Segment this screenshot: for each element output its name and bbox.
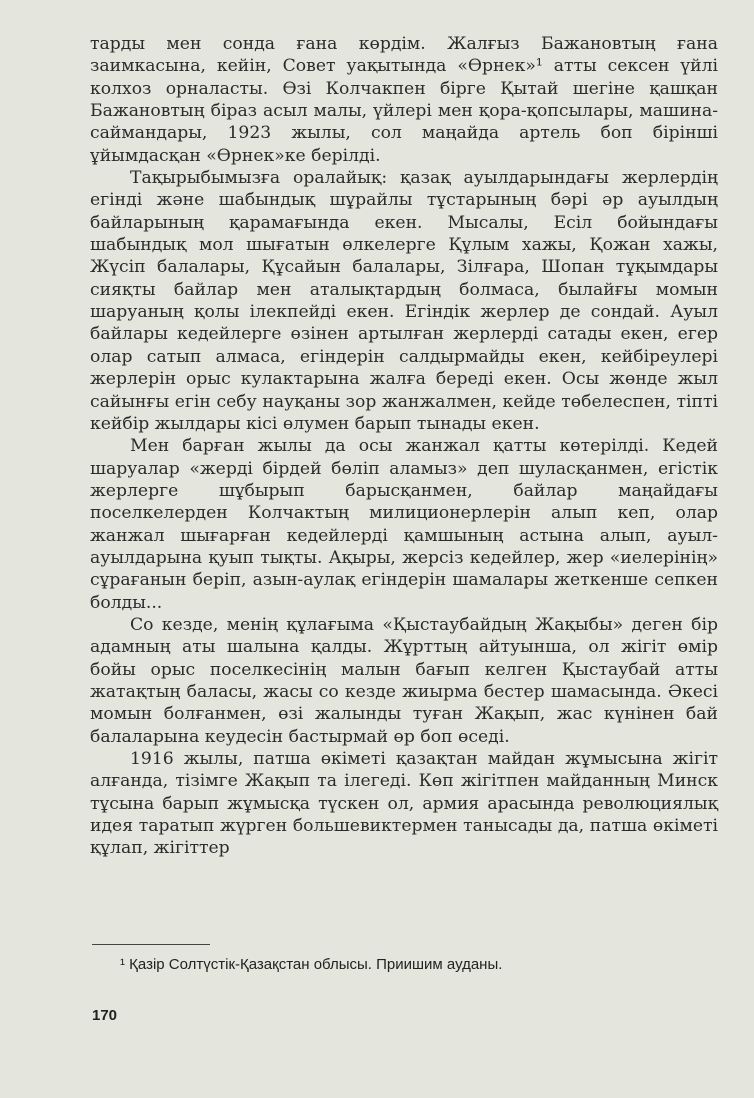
- body-text: [90, 33, 718, 860]
- paragraph-4: Со кезде, менің құлағыма «Қыстаубайдың Жақыбы» деген бір адамның аты шалына қалды. Жұрттың айтуынша, ол жігіт өмір бойы орыс поселкесінің малын бағып келген Қыстаубай атты жатақтың баласы, жасы со кезде жиырма бестер шамасында. Әкесі момын болғанмен, өзі жалынды туған Жақып, жас күнінен бай балаларына кеудесін бастырмай өр боп өседі.: [90, 614, 718, 747]
- footnote: ¹ Қазір Солтүстік-Қазақстан облысы. Приишим ауданы.: [120, 956, 503, 973]
- paragraph-5: 1916 жылы, патша өкіметі қазақтан майдан жұмысына жігіт алғанда, тізімге Жақып та ілегеді. Көп жігітпен майданның Минск тұсына барып жұмысқа түскен ол, армия арасында революциялық идея таратып жүрген большевиктермен танысады да, патша өкіметі құлап, жігіттер: [90, 749, 718, 859]
- page-number: 170: [92, 1007, 118, 1024]
- paragraph-2: Тақырыбымызға оралайық: қазақ ауылдарындағы жерлердің егінді және шабындық шұрайлы тұстарының бәрі әр ауылдың байларының қарамағында екен. Мысалы, Есіл бойындағы шабындық мол шығатын өлкелерге Құлым хажы, Қожан хажы, Жүсіп балалары, Құсайын балалары, Зілғара, Шопан тұқымдары сияқты байлар мен аталықтардың болмаса, былайғы момын шаруаның қолы ілекпейді екен. Егіндік жерлер де сондай. Ауыл байлары кедейлерге өзінен артылған жерлерді сатады екен, егер олар сатып алмаса, егіндерін салдырмайды екен, кейбіреулері жерлерін орыс кулактарына жалға береді екен. Осы жөнде жыл сайынғы егін себу науқаны зор жанжалмен, кейде төбелеспен, тіпті кейбір жылдары кісі өлумен барып тынады екен.: [90, 168, 718, 434]
- footnote-divider: [92, 944, 210, 945]
- paragraph-1: тарды мен сонда ғана көрдім. Жалғыз Бажановтың ғана заимкасына, кейін, Совет уақытында «Өрнек»¹ атты сексен үйлі колхоз орналасты. Өзі Колчакпен бірге Қытай шегіне қашқан Бажановтың біраз асыл малы, үйлері мен қора-қопсылары, машина-саймандары, 1923 жылы, сол маңайда артель боп бірінші ұйымдасқан «Өрнек»ке берілді.: [90, 34, 718, 166]
- paragraph-3: Мен барған жылы да осы жанжал қатты көтерілді. Кедей шаруалар «жерді бірдей бөліп аламыз» деп шуласқанмен, егістік жерлерге шұбырып барысқанмен, байлар маңайдағы поселкелерден Колчактың милиционерлерін алып кеп, олар жанжал шығарған кедейлерді қамшының астына алып, ауыл-ауылдарына қуып тықты. Ақыры, жерсіз кедейлер, жер «иелерінің» сұрағанын беріп, азын-аулақ егіндерін шамалары жеткенше сепкен болды...: [90, 436, 718, 613]
